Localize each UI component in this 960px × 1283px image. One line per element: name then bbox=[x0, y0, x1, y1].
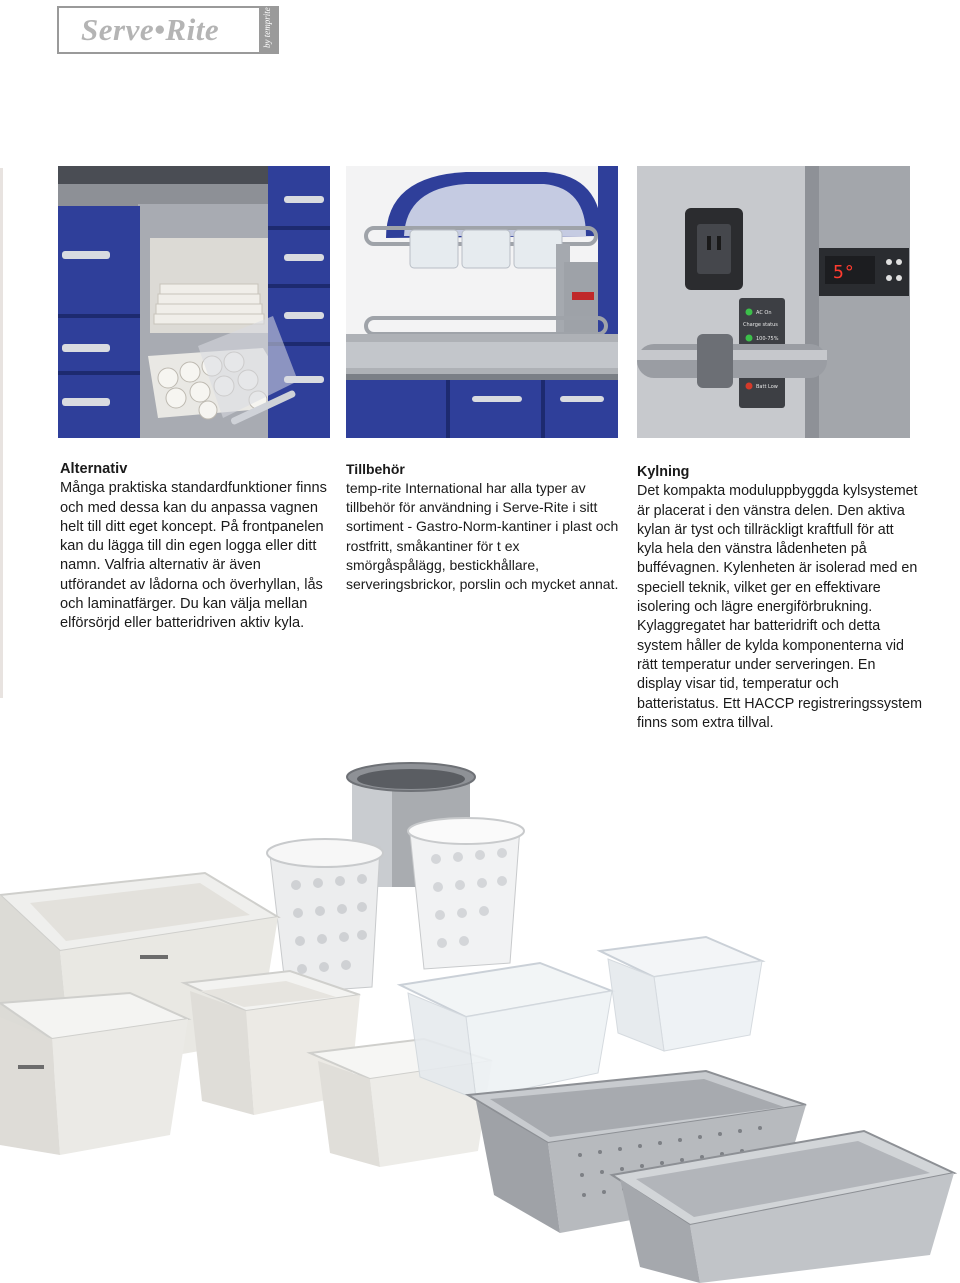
brand-logo-tagline: by temprite bbox=[262, 7, 272, 48]
section-alternativ bbox=[60, 460, 328, 634]
section-heading: Alternativ bbox=[60, 461, 128, 477]
section-kylning bbox=[637, 463, 922, 733]
section-heading: Kylning bbox=[637, 464, 690, 480]
cooling-status-charge: Charge status bbox=[743, 322, 778, 328]
section-heading: Tillbehör bbox=[346, 461, 405, 477]
cooling-display-readout: 5° bbox=[833, 262, 855, 283]
section-body: temp-rite International har alla typer av tillbehör för användning i Serve-Rite i sitt sortiment - Gastro-Norm-kantiner i plast och rostfritt, småkantiner för t ex smörgåspålägg, bestickhållare, serveringsbrickor, porslin och mycket annat. bbox=[346, 480, 619, 592]
photo-cart-drawers bbox=[58, 166, 330, 438]
white-cutlery-holder-right bbox=[408, 818, 524, 969]
section-body: Det kompakta moduluppbyggda kylsystemet är placerat i den vänstra delen. Den aktiva kylan är tyst och tillräckligt kraftfull för att kyla hela den vänstra lådenheten på buffévagnen. Kylenheten är isolerad med en speciell teknik, vilket ger en effektivare isolering och lägre energiförbrukning. Kylaggregatet har batteridrift och detta system håller de kylda komponenterna vid rätt temperatur under serveringen. En display visar tid, temperatur och batteristatus. Ett HACCP registreringssystem finns som extra tillval. bbox=[637, 483, 922, 731]
clear-container-small bbox=[600, 937, 762, 1051]
cooling-status-batt-low: Batt Low bbox=[756, 384, 778, 390]
photo-cooling-panel bbox=[637, 166, 910, 438]
cooling-status-ac-on: AC On bbox=[756, 310, 772, 316]
cooling-status-full: 100-75% bbox=[756, 336, 779, 342]
white-cutlery-holder-left bbox=[267, 839, 383, 993]
section-tillbehor bbox=[346, 460, 621, 594]
white-container-small-left bbox=[0, 993, 188, 1155]
brand-logo bbox=[57, 6, 279, 54]
brand-logo-wordmark: Serve•Rite bbox=[81, 12, 220, 47]
photo-gastronorm-containers bbox=[0, 755, 960, 1283]
page-edge-mark bbox=[0, 168, 3, 698]
photo-serving-cart bbox=[346, 166, 618, 438]
section-body: Många praktiska standardfunktioner finns och med dessa kan du anpassa vagnen helt till ditt eget koncept. På frontpanelen kan du lägga till din egen logga eller ditt namn. Valfria alternativ är även utförandet av lådorna och överhyllan, lås och laminatfärger. Du kan välja mellan elförsörjd eller batteridriven aktiv kyla. bbox=[60, 480, 327, 632]
brand-logo-tag bbox=[259, 8, 277, 52]
